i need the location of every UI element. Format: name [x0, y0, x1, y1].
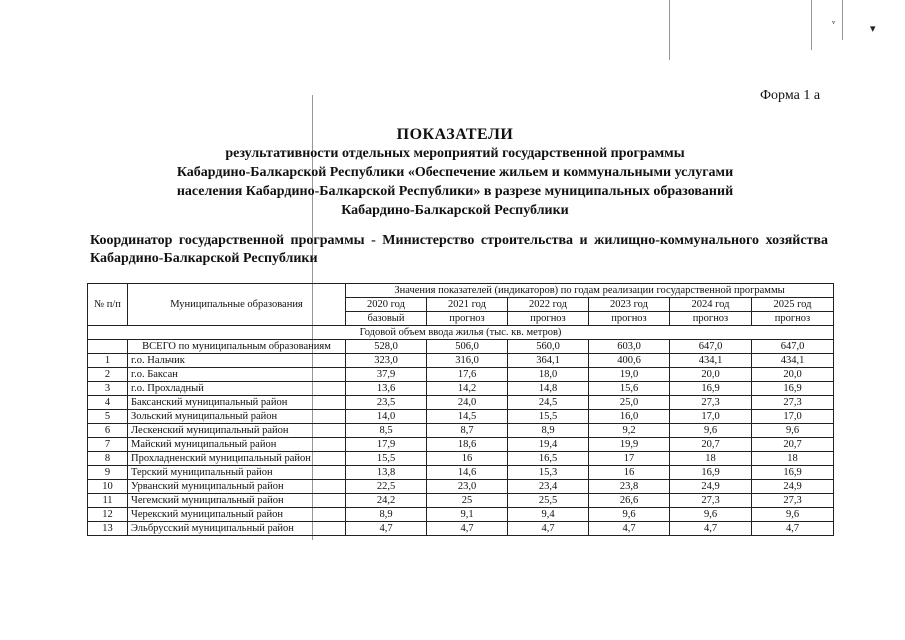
total-value: 647,0 — [752, 340, 834, 354]
indicator-value: 16,0 — [589, 410, 670, 424]
municipality-name: Зольский муниципальный район — [128, 410, 346, 424]
title-main: ПОКАЗАТЕЛИ — [396, 126, 514, 143]
total-label: ВСЕГО по муниципальным образованиям — [128, 340, 346, 354]
indicator-value: 15,5 — [508, 410, 589, 424]
header-year-type: базовый — [346, 312, 427, 326]
form-label: Форма 1 а — [760, 88, 821, 103]
indicator-value: 4,7 — [346, 522, 427, 536]
header-year-type: прогноз — [752, 312, 834, 326]
municipality-name: Чегемский муниципальный район — [128, 494, 346, 508]
indicator-value: 23,8 — [589, 480, 670, 494]
header-num: № п/п — [88, 284, 128, 326]
indicator-value: 20,7 — [752, 438, 834, 452]
total-value: 528,0 — [346, 340, 427, 354]
indicator-value: 16 — [427, 452, 508, 466]
indicator-value: 434,1 — [752, 354, 834, 368]
municipality-name: г.о. Прохладный — [128, 382, 346, 396]
total-value: 506,0 — [427, 340, 508, 354]
indicator-value: 16,9 — [752, 466, 834, 480]
indicator-value: 16,5 — [508, 452, 589, 466]
indicator-value: 24,0 — [427, 396, 508, 410]
indicator-value: 16,9 — [670, 382, 752, 396]
indicator-value: 9,1 — [427, 508, 508, 522]
indicator-value: 24,5 — [508, 396, 589, 410]
indicator-value: 19,0 — [589, 368, 670, 382]
indicator-value: 9,6 — [752, 424, 834, 438]
indicator-value: 323,0 — [346, 354, 427, 368]
municipality-name: г.о. Баксан — [128, 368, 346, 382]
indicator-value: 14,5 — [427, 410, 508, 424]
scan-edge-line-far — [842, 0, 843, 40]
header-year-type: прогноз — [589, 312, 670, 326]
total-value: 560,0 — [508, 340, 589, 354]
municipality-name: Баксанский муниципальный район — [128, 396, 346, 410]
indicator-value: 24,9 — [752, 480, 834, 494]
indicator-value: 17,0 — [752, 410, 834, 424]
corner-dot-icon: ▾ — [870, 23, 876, 35]
row-number: 13 — [88, 522, 128, 536]
indicator-value: 4,7 — [427, 522, 508, 536]
row-number: 5 — [88, 410, 128, 424]
title-line: результативности отдельных мероприятий государственной программы — [225, 146, 685, 161]
municipality-name: Терский муниципальный район — [128, 466, 346, 480]
total-value: 647,0 — [670, 340, 752, 354]
corner-mark-icon: ᵛ — [832, 18, 836, 30]
scan-edge-line — [811, 0, 812, 50]
header-year: 2024 год — [670, 298, 752, 312]
title-line: Кабардино-Балкарской Республики — [341, 203, 569, 218]
indicator-value: 18,0 — [508, 368, 589, 382]
indicator-value: 4,7 — [508, 522, 589, 536]
row-number: 10 — [88, 480, 128, 494]
title-line: Кабардино-Балкарской Республики «Обеспечение жильем и коммунальными услугами — [176, 165, 734, 180]
indicator-value: 23,4 — [508, 480, 589, 494]
indicator-value: 27,3 — [752, 494, 834, 508]
indicator-value: 9,2 — [589, 424, 670, 438]
indicator-value: 18 — [670, 452, 752, 466]
header-group: Значения показателей (индикаторов) по годам реализации государственной программы — [346, 284, 834, 298]
indicators-table — [87, 283, 834, 536]
header-year-type: прогноз — [670, 312, 752, 326]
indicator-value: 37,9 — [346, 368, 427, 382]
row-number: 3 — [88, 382, 128, 396]
indicator-value: 316,0 — [427, 354, 508, 368]
indicator-value: 19,4 — [508, 438, 589, 452]
indicator-value: 17,6 — [427, 368, 508, 382]
indicator-value: 15,5 — [346, 452, 427, 466]
total-value: 603,0 — [589, 340, 670, 354]
section-header: Годовой объем ввода жилья (тыс. кв. метров) — [88, 326, 834, 340]
indicator-value: 8,5 — [346, 424, 427, 438]
municipality-name: Эльбрусский муниципальный район — [128, 522, 346, 536]
municipality-name: Майский муниципальный район — [128, 438, 346, 452]
indicator-value: 19,9 — [589, 438, 670, 452]
indicator-value: 14,2 — [427, 382, 508, 396]
row-number: 2 — [88, 368, 128, 382]
indicator-value: 22,5 — [346, 480, 427, 494]
indicator-value: 17 — [589, 452, 670, 466]
indicator-value: 26,6 — [589, 494, 670, 508]
indicator-value: 13,6 — [346, 382, 427, 396]
indicator-value: 20,7 — [670, 438, 752, 452]
indicator-value: 8,9 — [508, 424, 589, 438]
table-row — [88, 494, 834, 508]
table-row — [88, 382, 834, 396]
table-row — [88, 480, 834, 494]
indicator-value: 9,6 — [670, 508, 752, 522]
indicator-value: 434,1 — [670, 354, 752, 368]
row-number: 4 — [88, 396, 128, 410]
municipality-name: Прохладненский муниципальный район — [128, 452, 346, 466]
indicator-value: 15,3 — [508, 466, 589, 480]
indicator-value: 20,0 — [670, 368, 752, 382]
table-row — [88, 354, 834, 368]
indicator-value: 16,9 — [670, 466, 752, 480]
table-row — [88, 368, 834, 382]
row-number: 7 — [88, 438, 128, 452]
indicator-value: 13,8 — [346, 466, 427, 480]
indicator-value: 8,7 — [427, 424, 508, 438]
indicator-value: 364,1 — [508, 354, 589, 368]
header-year: 2021 год — [427, 298, 508, 312]
scan-fold-line-right — [669, 0, 670, 60]
indicator-value: 4,7 — [589, 522, 670, 536]
indicator-value: 16,9 — [752, 382, 834, 396]
table-row — [88, 410, 834, 424]
row-number: 12 — [88, 508, 128, 522]
indicator-value: 25,0 — [589, 396, 670, 410]
indicator-value: 4,7 — [752, 522, 834, 536]
header-year: 2020 год — [346, 298, 427, 312]
indicator-value: 17,0 — [670, 410, 752, 424]
indicator-value: 23,0 — [427, 480, 508, 494]
indicator-value: 17,9 — [346, 438, 427, 452]
header-year: 2022 год — [508, 298, 589, 312]
indicator-value: 25 — [427, 494, 508, 508]
indicator-value: 8,9 — [346, 508, 427, 522]
indicator-value: 27,3 — [670, 494, 752, 508]
table-row — [88, 396, 834, 410]
municipality-name: Урванский муниципальный район — [128, 480, 346, 494]
indicator-value: 14,6 — [427, 466, 508, 480]
total-row — [88, 340, 834, 354]
table-row — [88, 522, 834, 536]
row-number: 1 — [88, 354, 128, 368]
indicator-value: 9,6 — [752, 508, 834, 522]
table-row — [88, 466, 834, 480]
indicator-value: 400,6 — [589, 354, 670, 368]
indicator-value: 9,6 — [670, 424, 752, 438]
indicator-value: 9,6 — [589, 508, 670, 522]
municipality-name: Черекский муниципальный район — [128, 508, 346, 522]
indicator-value: 15,6 — [589, 382, 670, 396]
indicator-value: 24,9 — [670, 480, 752, 494]
indicator-value: 20,0 — [752, 368, 834, 382]
indicator-value: 24,2 — [346, 494, 427, 508]
header-year-type: прогноз — [508, 312, 589, 326]
indicator-value: 27,3 — [670, 396, 752, 410]
table-row — [88, 452, 834, 466]
header-municipality: Муниципальные образования — [128, 284, 346, 326]
indicator-value: 14,0 — [346, 410, 427, 424]
table-row — [88, 424, 834, 438]
row-number: 11 — [88, 494, 128, 508]
indicator-value: 18 — [752, 452, 834, 466]
indicator-value: 25,5 — [508, 494, 589, 508]
row-number: 6 — [88, 424, 128, 438]
header-year: 2025 год — [752, 298, 834, 312]
indicator-value: 14,8 — [508, 382, 589, 396]
indicator-value: 16 — [589, 466, 670, 480]
indicator-value: 27,3 — [752, 396, 834, 410]
document-title — [100, 125, 810, 220]
row-number: 8 — [88, 452, 128, 466]
row-number: 9 — [88, 466, 128, 480]
indicator-value: 18,6 — [427, 438, 508, 452]
indicator-value: 4,7 — [670, 522, 752, 536]
indicator-value: 9,4 — [508, 508, 589, 522]
table-row — [88, 438, 834, 452]
coordinator-text: Координатор государственной программы - Министерство строительства и жилищно-коммунального хозяйства Кабардино-Балкарской Республики — [90, 233, 828, 266]
municipality-name: г.о. Нальчик — [128, 354, 346, 368]
table-row — [88, 508, 834, 522]
header-year: 2023 год — [589, 298, 670, 312]
header-year-type: прогноз — [427, 312, 508, 326]
total-num — [88, 340, 128, 354]
municipality-name: Лескенский муниципальный район — [128, 424, 346, 438]
title-line: населения Кабардино-Балкарской Республики» в разрезе муниципальных образований — [176, 184, 734, 199]
indicator-value: 23,5 — [346, 396, 427, 410]
